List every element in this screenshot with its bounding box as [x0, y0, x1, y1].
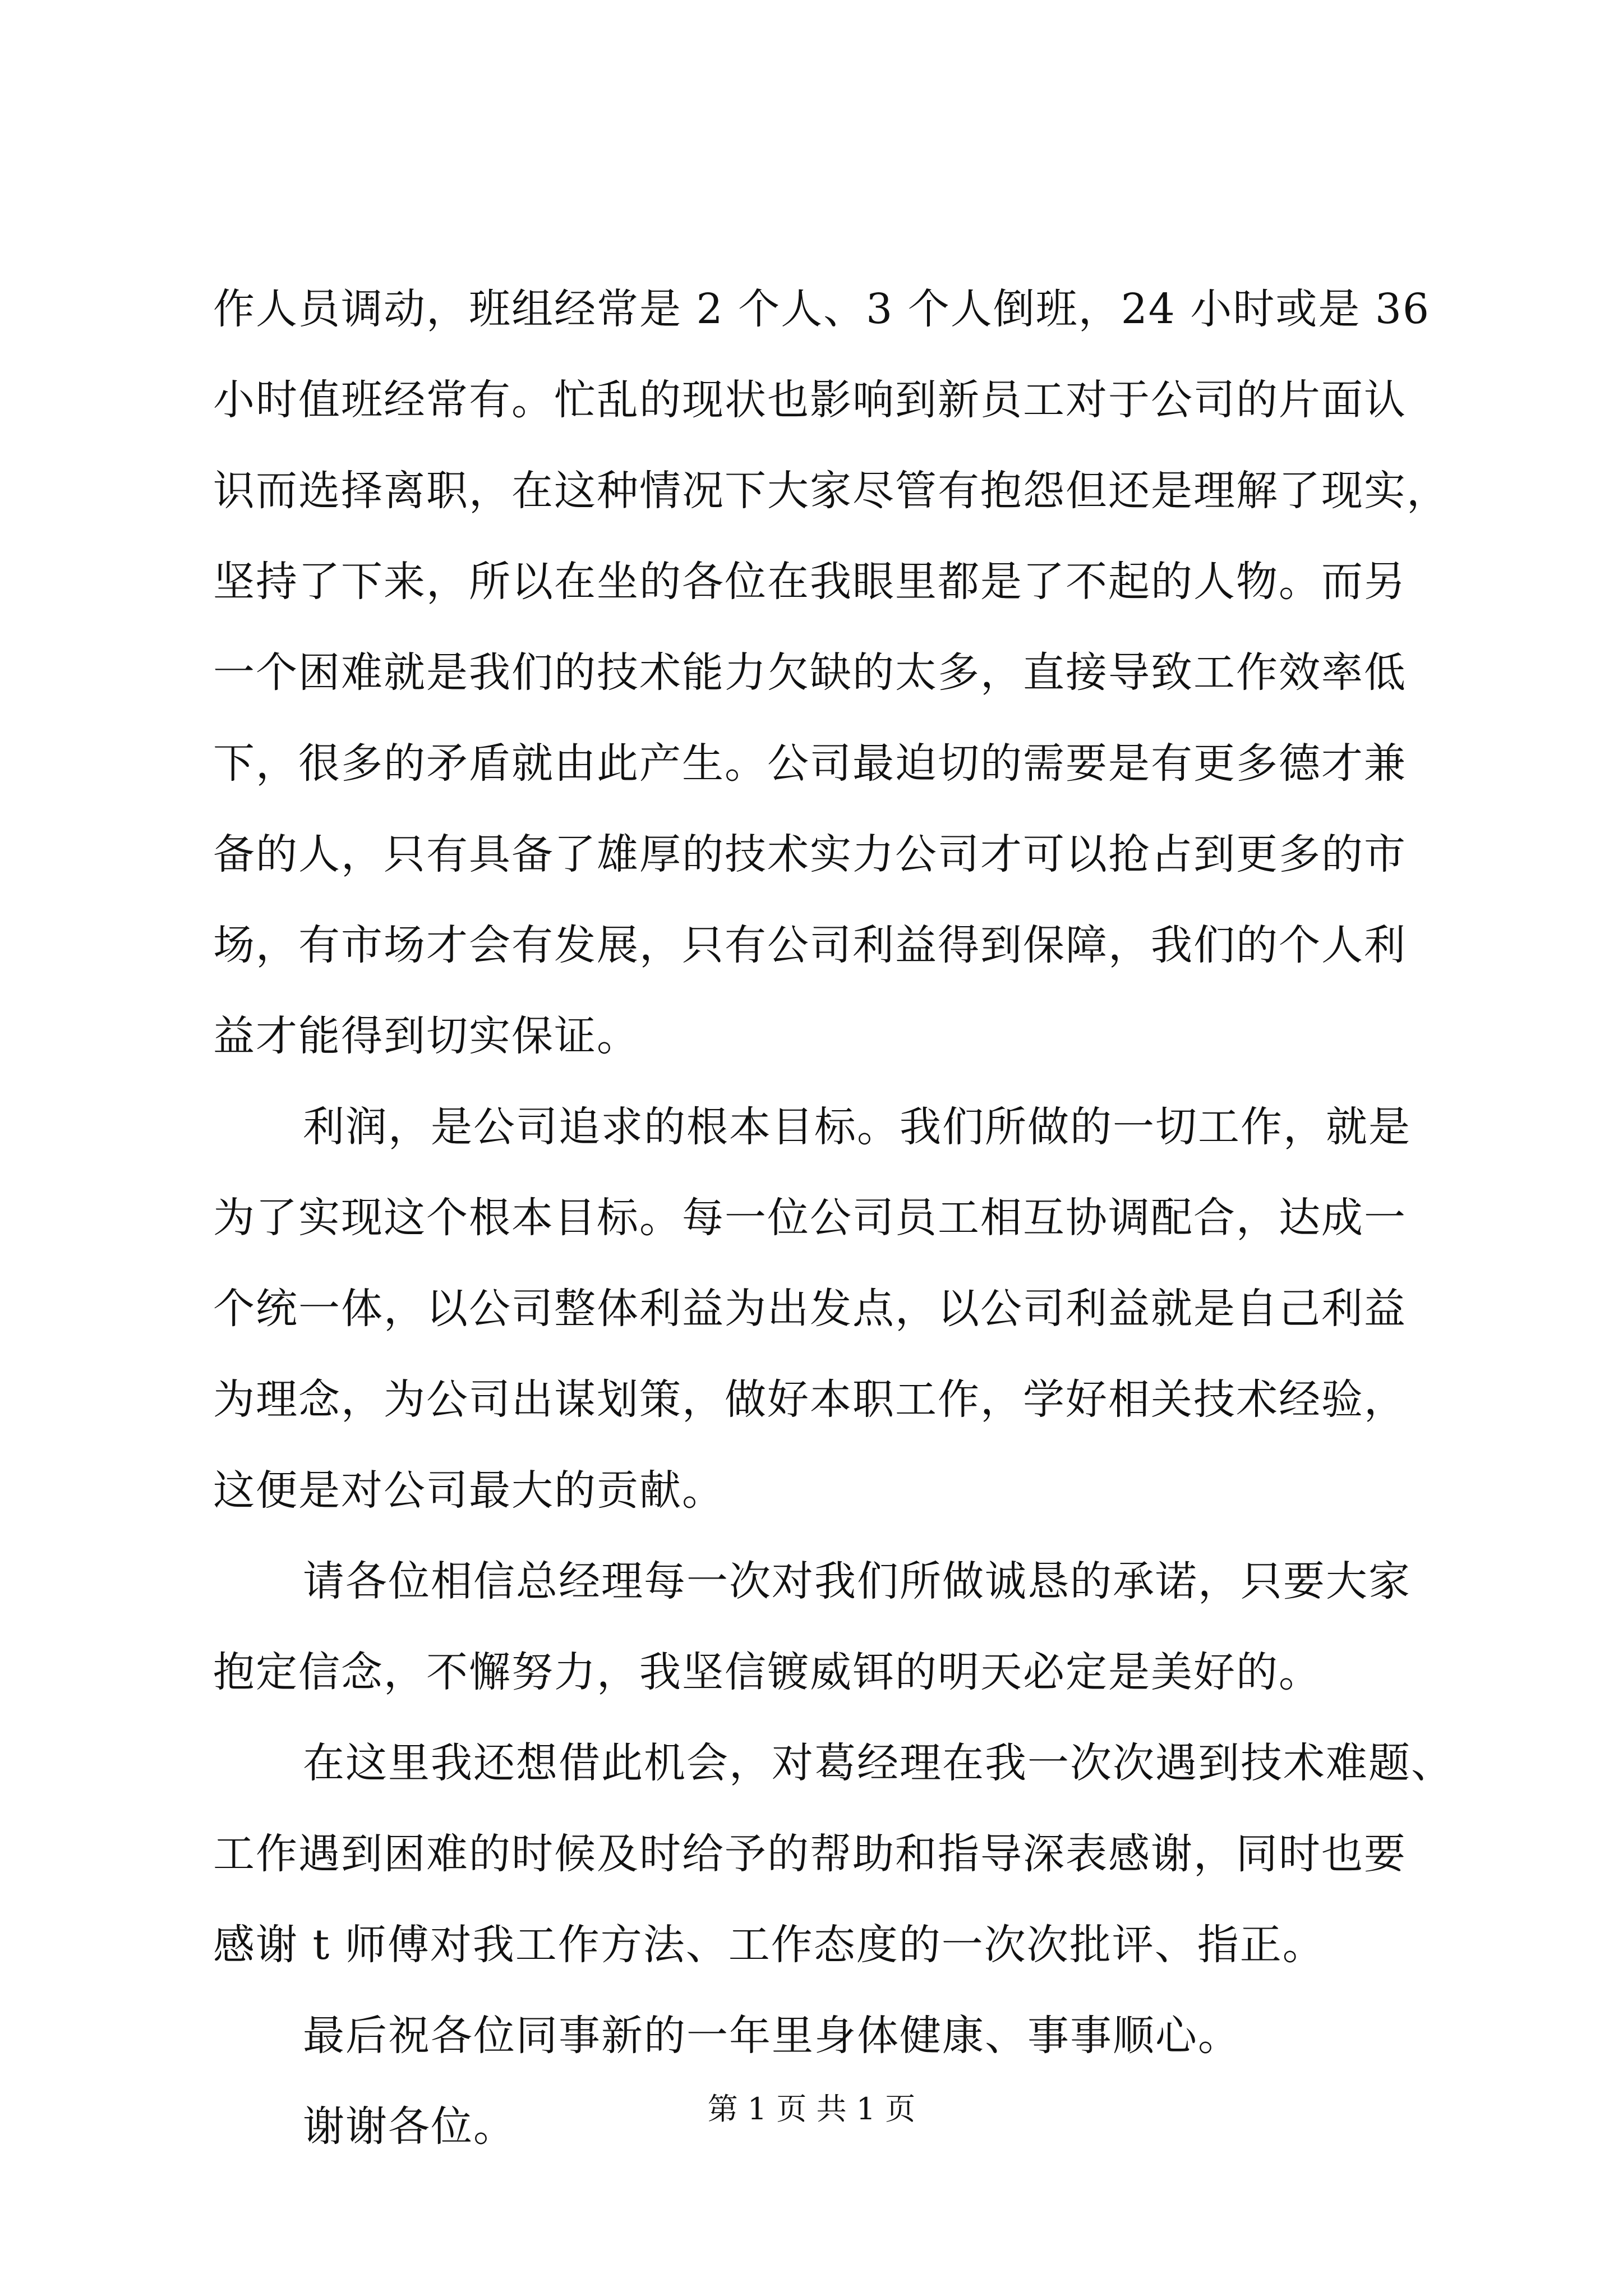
text-line: 坚持了下来，所以在坐的各位在我眼里都是了不起的人物。而另 [213, 558, 1407, 606]
text-line: 请各位相信总经理每一次对我们所做诚恳的承诺，只要大家 [303, 1557, 1411, 1605]
text-line: 场，有市场才会有发展，只有公司利益得到保障，我们的个人利 [213, 921, 1407, 969]
text-line: 在这里我还想借此机会，对葛经理在我一次次遇到技术难题、 [303, 1739, 1454, 1787]
text-line: 一个困难就是我们的技术能力欠缺的太多，直接导致工作效率低 [213, 648, 1407, 697]
text-line: 为理念，为公司出谋划策，做好本职工作，学好相关技术经验， [213, 1375, 1407, 1424]
text-line: 作人员调动，班组经常是 2 个人、3 个人倒班，24 小时或是 36 [213, 285, 1431, 333]
text-line: 识而选择离职，在这种情况下大家尽管有抱怨但还是理解了现实， [213, 467, 1449, 515]
text-line: 利润，是公司追求的根本目标。我们所做的一切工作，就是 [303, 1103, 1411, 1151]
text-line: 小时值班经常有。忙乱的现状也影响到新员工对于公司的片面认 [213, 376, 1407, 424]
text-line: 最后祝各位同事新的一年里身体健康、事事顺心。 [303, 2012, 1241, 2060]
text-line: 谢谢各位。 [303, 2102, 516, 2151]
text-line: 下，很多的矛盾就由此产生。公司最迫切的需要是有更多德才兼 [213, 739, 1407, 788]
text-line: 备的人，只有具备了雄厚的技术实力公司才可以抢占到更多的市 [213, 830, 1407, 878]
text-line: 个统一体，以公司整体利益为出发点，以公司利益就是自己利益 [213, 1285, 1407, 1333]
text-line: 这便是对公司最大的贡献。 [213, 1466, 725, 1515]
page-footer: 第 1 页 共 1 页 [707, 2091, 916, 2127]
text-line: 感谢 t 师傅对我工作方法、工作态度的一次次批评、指正。 [213, 1921, 1325, 1969]
text-line: 抱定信念，不懈努力，我坚信镀威铒的明天必定是美好的。 [213, 1648, 1321, 1696]
text-line: 益才能得到切实保证。 [213, 1012, 639, 1060]
text-line: 工作遇到困难的时候及时给予的帮助和指导深表感谢，同时也要 [213, 1830, 1407, 1878]
body-text [213, 264, 1458, 2172]
text-line: 为了实现这个根本目标。每一位公司员工相互协调配合，达成一 [213, 1194, 1407, 1242]
